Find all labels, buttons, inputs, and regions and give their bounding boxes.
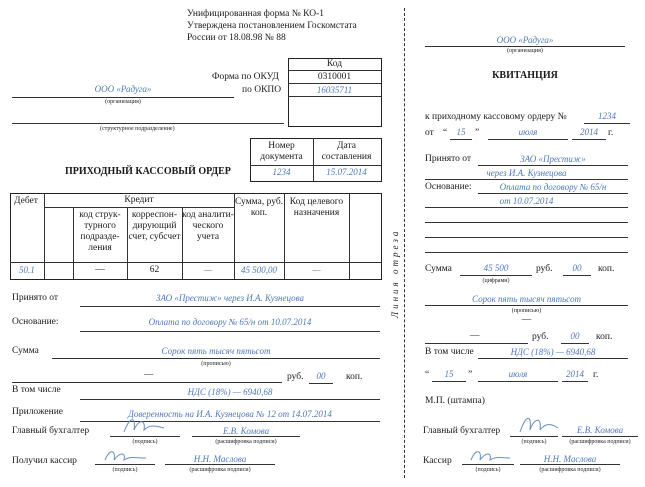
cashier-label: Получил кассир <box>12 456 77 466</box>
col-struct: код струк-турного подразде-ления <box>79 210 121 253</box>
col-credit: Кредит <box>124 195 154 205</box>
receipt-order-number: 1234 <box>598 111 616 121</box>
cashier-signature <box>102 446 150 466</box>
receipt-basis-label: Основание: <box>425 182 472 192</box>
form-line-3: России от 18.08.98 № 88 <box>187 33 286 43</box>
receipt-date2-quote-open: “ <box>425 370 430 380</box>
receipt-g: г. <box>608 128 614 138</box>
receipt-kop-value: 00 <box>572 263 582 273</box>
receipt-title: КВИТАНЦИЯ <box>492 70 558 81</box>
okud-label: Форма по ОКУД <box>212 72 279 82</box>
form-line-2: Утверждена постановлением Госкомстата <box>187 21 357 31</box>
cashier-sign-caption: (подпись) <box>112 467 138 473</box>
receipt-cashier-decode-caption: (расшифровка подписи) <box>539 467 601 473</box>
kop-value: 00 <box>316 371 326 381</box>
receipt-quote-close: ” <box>475 128 480 138</box>
receipt-cashier-label: Кассир <box>423 456 452 466</box>
col-anal: код аналити-ческого учета <box>182 210 234 242</box>
receipt-to-order: к приходному кассовому ордеру № <box>425 112 567 122</box>
sum-label: Сумма <box>12 346 39 356</box>
receipt-sum-label: Сумма <box>425 264 452 274</box>
receipt-sum-value: 45 500 <box>483 263 509 273</box>
receipt-mp: М.П. (штампа) <box>425 396 485 406</box>
cell-anal: — <box>203 265 212 275</box>
receipt-words: Сорок пять тысяч пятьсот <box>472 294 581 304</box>
receipt-words-dash: — <box>521 315 532 325</box>
receipt-cashier-sign-caption: (подпись) <box>475 467 501 473</box>
receipt-kop: коп. <box>598 264 615 274</box>
chief-signature <box>120 412 168 438</box>
receipt-kop2-value: 00 <box>570 331 580 341</box>
receipt-words-caption: (прописью) <box>511 308 542 314</box>
col-sum: Сумма, руб. коп. <box>234 197 284 218</box>
receipt-chief-label: Главный бухгалтер <box>423 426 501 436</box>
cut-line <box>404 8 405 478</box>
receipt-org-caption: (организация) <box>507 48 543 54</box>
cell-sum: 45 500,00 <box>241 265 277 275</box>
receipt-date2-month: июля <box>508 369 528 379</box>
receipt-quote-open: “ <box>443 128 448 138</box>
receipt-cashier-signature <box>468 446 514 466</box>
form-line-1: Унифицированная форма № КО-1 <box>187 9 325 19</box>
receipt-rub2: руб. <box>532 332 549 342</box>
receipt-ot: от <box>425 128 434 138</box>
received-value: ЗАО «Престиж» через И.А. Кузнецова <box>156 293 304 303</box>
receipt-date2-year: 2014 <box>566 369 584 379</box>
unit-caption: (структурное подразделение) <box>100 126 175 132</box>
receipt-basis-line2: от 10.07.2014 <box>499 196 554 206</box>
cashier-name: Н.Н. Маслова <box>193 454 247 464</box>
okud-value: 0310001 <box>317 72 352 82</box>
date-header: Дата составления <box>321 141 372 162</box>
receipt-date2-quote-close: ” <box>468 370 473 380</box>
okpo-value: 16035711 <box>316 85 353 95</box>
cashier-decode-caption: (расшифровка подписи) <box>189 467 251 473</box>
receipt-chief-name: Е.В. Комова <box>576 425 624 435</box>
kod-header: Код <box>326 59 343 69</box>
incl-label: В том числе <box>12 385 61 395</box>
receipt-chief-decode-caption: (расшифровка подписи) <box>569 439 631 445</box>
receipt-month: июля <box>518 127 538 137</box>
received-label: Принято от <box>12 293 59 303</box>
words-caption: (прописью) <box>201 361 231 367</box>
col-debit: Дебет <box>14 196 38 206</box>
number-header: Номер документа <box>260 141 303 162</box>
chief-decode-caption: (расшифровка подписи) <box>215 439 277 445</box>
receipt-dash2: — <box>470 331 480 341</box>
cut-line-label: Линия отреза <box>390 228 400 318</box>
attach-label: Приложение <box>12 407 63 417</box>
receipt-kop2: коп. <box>596 332 613 342</box>
sum-words: Сорок пять тысяч пятьсот <box>161 346 271 356</box>
basis-value: Оплата по договору № 65/н от 10.07.2014 <box>148 317 312 327</box>
receipt-basis-line1: Оплата по договору № 65/н <box>499 182 607 192</box>
sum-dash: — <box>144 370 154 380</box>
receipt-year: 2014 <box>580 127 598 137</box>
receipt-received-line2: через И.А. Кузнецова <box>486 168 567 178</box>
org-caption: (организация) <box>105 99 141 105</box>
kop-label: коп. <box>346 372 363 382</box>
receipt-chief-sign-caption: (подпись) <box>521 439 547 445</box>
receipt-cashier-name: Н.Н. Маслова <box>543 454 597 464</box>
chief-name: Е.В. Комова <box>222 426 270 436</box>
doc-date: 15.07.2014 <box>326 167 367 177</box>
basis-label: Основание: <box>12 317 59 327</box>
col-purpose: Код целевого назначения <box>289 197 344 218</box>
org-name: ООО «Радуга» <box>94 84 152 94</box>
chief-sign-caption: (подпись) <box>132 439 158 445</box>
incl-value: НДС (18%) — 6940,68 <box>187 387 273 397</box>
receipt-received-line1: ЗАО «Престиж» <box>520 154 586 164</box>
rub-label: руб. <box>287 372 304 382</box>
receipt-received-label: Принято от <box>425 154 472 164</box>
receipt-day: 15 <box>456 127 466 137</box>
receipt-incl-value: НДС (18%) — 6940,68 <box>510 347 596 357</box>
receipt-date2-g: г. <box>593 370 599 380</box>
cell-purpose: — <box>312 265 321 275</box>
chief-label: Главный бухгалтер <box>12 426 90 436</box>
attach-value: Доверенность на И.А. Кузнецова № 12 от 14.07.2014 <box>128 409 332 419</box>
receipt-chief-signature <box>516 410 562 438</box>
receipt-date2-day: 15 <box>444 369 454 379</box>
doc-number: 1234 <box>272 167 291 177</box>
receipt-digits-caption: (цифрами) <box>482 278 510 284</box>
cell-debit: 50.1 <box>19 265 35 275</box>
okpo-label: по ОКПО <box>242 85 282 95</box>
doc-title: ПРИХОДНЫЙ КАССОВЫЙ ОРДЕР <box>65 166 231 177</box>
col-corr: корреспон-дирующий счет, субсчет <box>128 210 181 242</box>
cell-corr: 62 <box>149 265 160 275</box>
cell-struct: — <box>95 265 105 275</box>
receipt-org-name: ООО «Радуга» <box>496 35 554 45</box>
receipt-rub: руб. <box>536 264 553 274</box>
receipt-incl-label: В том числе <box>425 347 474 357</box>
